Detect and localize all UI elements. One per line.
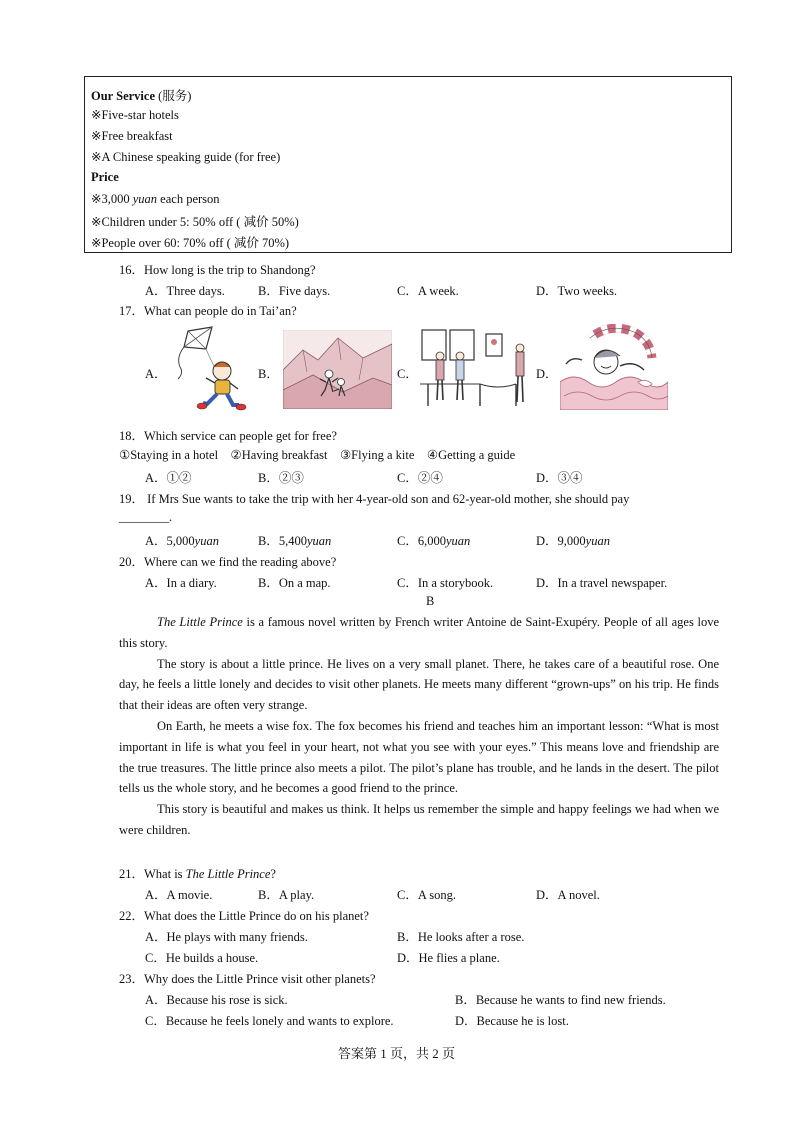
question-16-stem: 16．How long is the trip to Shandong? bbox=[119, 263, 316, 277]
q18-option-a: A．①② bbox=[145, 471, 192, 485]
q18-service-list: ①Staying in a hotel ②Having breakfast ③Flying a kite ④Getting a guide bbox=[119, 448, 516, 462]
price-item: ※People over 60: 70% off ( 减价 70%) bbox=[91, 236, 290, 250]
question-18-stem: 18．Which service can people get for free? bbox=[119, 429, 337, 443]
passage-paragraph-3: On Earth, he meets a wise fox. The fox becomes his friend and teaches him an important lesson: “What is most important in life is what you feel in your heart, not what you see with your eyes.” This means love and friendship are the true treasures. The little prince also meets a pilot. The pilot’s plane has trouble, and he lands in the desert. The pilot tells us the whole story, and he becomes a good friend to the prince. bbox=[119, 718, 719, 796]
q22-option-d: D．He flies a plane. bbox=[397, 951, 500, 965]
page-footer: 答案第 1 页，共 2 页 bbox=[337, 1046, 455, 1061]
passage-paragraph-4: This story is beautiful and makes us think. It helps us remember the simple and happy feelings we had when we were children. bbox=[119, 802, 719, 837]
swimming-picture bbox=[560, 324, 668, 410]
q17-option-a: A． bbox=[145, 367, 167, 381]
q18-option-c: C．②④ bbox=[397, 471, 443, 485]
our-service-heading: Our Service (服务) bbox=[91, 89, 192, 103]
q19-option-d: D．9,000yuan bbox=[536, 534, 610, 548]
q22-option-b: B．He looks after a rose. bbox=[397, 930, 525, 944]
q19-option-a: A．5,000yuan bbox=[145, 534, 219, 548]
service-item: ※A Chinese speaking guide (for free) bbox=[91, 150, 281, 164]
section-b-heading: B bbox=[426, 594, 435, 608]
q20-option-d: D．In a travel newspaper. bbox=[536, 576, 668, 590]
q23-option-b: B．Because he wants to find new friends. bbox=[455, 993, 666, 1007]
q17-option-b: B． bbox=[258, 367, 279, 381]
reading-passage bbox=[119, 612, 719, 841]
price-item: ※3,000 yuan each person bbox=[91, 192, 220, 206]
q18-option-b: B．②③ bbox=[258, 471, 304, 485]
question-20-stem: 20．Where can we find the reading above? bbox=[119, 555, 337, 569]
q20-option-c: C．In a storybook. bbox=[397, 576, 494, 590]
service-info-box bbox=[84, 76, 732, 253]
q16-option-c: C．A week. bbox=[397, 284, 459, 298]
service-item: ※Five-star hotels bbox=[91, 108, 179, 122]
q22-option-c: C．He builds a house. bbox=[145, 951, 259, 965]
q19-option-c: C．6,000yuan bbox=[397, 534, 471, 548]
question-21-stem: 21．What is The Little Prince? bbox=[119, 867, 276, 881]
q19-option-b: B．5,400yuan bbox=[258, 534, 332, 548]
q16-option-b: B．Five days. bbox=[258, 284, 331, 298]
museum-visit-picture bbox=[420, 326, 530, 410]
q17-option-c: C． bbox=[397, 367, 418, 381]
passage-paragraph-2: The story is about a little prince. He lives on a very small planet. There, he takes care of a beautiful rose. One day, he feels a little lonely and decides to visit other planets. He meets many different “grown-ups” on his trip. He finds that their ideas are often very strange. bbox=[119, 656, 719, 713]
q18-option-d: D．③④ bbox=[536, 471, 583, 485]
q22-option-a: A．He plays with many friends. bbox=[145, 930, 308, 944]
mountain-climbing-picture bbox=[283, 330, 392, 409]
q21-option-b: B．A play. bbox=[258, 888, 315, 902]
question-23-stem: 23．Why does the Little Prince visit other planets? bbox=[119, 972, 376, 986]
price-heading: Price bbox=[91, 170, 119, 184]
price-item: ※Children under 5: 50% off ( 减价 50%) bbox=[91, 215, 299, 229]
q21-option-a: A．A movie. bbox=[145, 888, 213, 902]
q16-option-d: D．Two weeks. bbox=[536, 284, 618, 298]
q23-option-a: A．Because his rose is sick. bbox=[145, 993, 288, 1007]
q23-option-d: D．Because he is lost. bbox=[455, 1014, 569, 1028]
question-22-stem: 22．What does the Little Prince do on his planet? bbox=[119, 909, 369, 923]
q20-option-a: A．In a diary. bbox=[145, 576, 217, 590]
q19-answer-blank: ________. bbox=[119, 510, 173, 524]
kite-flying-boy-picture bbox=[170, 323, 250, 413]
q21-option-d: D．A novel. bbox=[536, 888, 600, 902]
service-item: ※Free breakfast bbox=[91, 129, 173, 143]
q17-option-d: D． bbox=[536, 367, 558, 381]
q23-option-c: C．Because he feels lonely and wants to explore. bbox=[145, 1014, 394, 1028]
q21-option-c: C．A song. bbox=[397, 888, 457, 902]
question-19-stem: 19． If Mrs Sue wants to take the trip with her 4-year-old son and 62-year-old mother, she should pay bbox=[119, 492, 630, 506]
q20-option-b: B．On a map. bbox=[258, 576, 331, 590]
passage-paragraph-1: The Little Prince is a famous novel written by French writer Antoine de Saint-Exupéry. People of all ages love this story. bbox=[119, 615, 719, 650]
q16-option-a: A．Three days. bbox=[145, 284, 225, 298]
question-17-stem: 17．What can people do in Tai’an? bbox=[119, 304, 297, 318]
